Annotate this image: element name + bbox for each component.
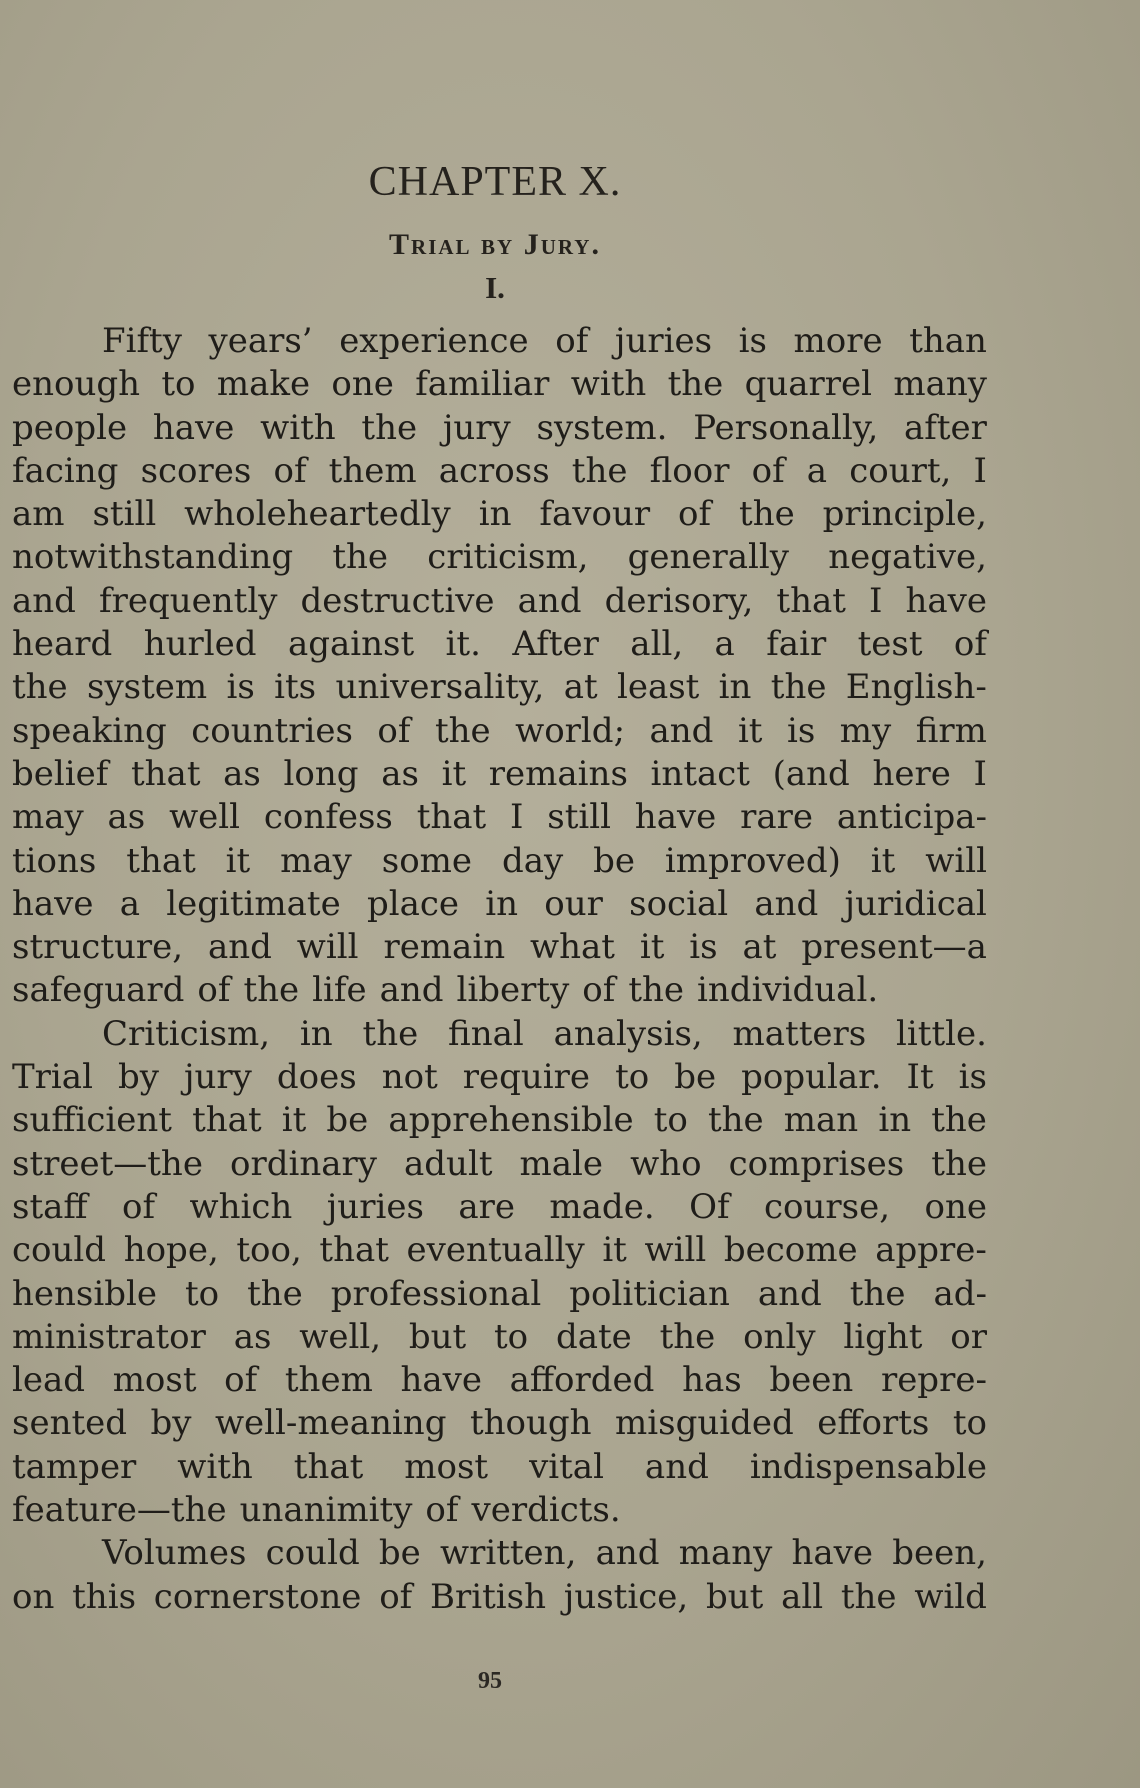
text-line: have a legitimate place in our social and juridical [12,883,987,924]
text-line: Criticism, in the final analysis, matters little. [102,1013,987,1054]
text-line: the system is its universality, at least in the English- [12,667,987,708]
text-line: staff of which juries are made. Of course, one [12,1186,987,1227]
text-line: speaking countries of the world; and it is my firm [12,710,987,751]
text-line: tions that it may some day be improved) it will [12,840,987,881]
text-line: Volumes could be written, and many have been, [102,1533,987,1574]
text-line: ministrator as well, but to date the only light or [12,1316,987,1357]
page-number: 95 [478,1668,502,1694]
text-line: sented by well-meaning though misguided efforts to [12,1403,987,1444]
text-line: enough to make one familiar with the quarrel many [12,364,987,405]
text-line: tamper with that most vital and indispensable [12,1446,987,1487]
body-text [12,320,987,1619]
text-line: belief that as long as it remains intact (and here I [12,753,987,794]
text-line: on this cornerstone of British justice, but all the wild [12,1576,987,1617]
text-line: safeguard of the life and liberty of the individual. [12,970,879,1011]
text-line: Trial by jury does not require to be popular. It is [12,1057,987,1098]
text-line: feature—the unanimity of verdicts. [12,1490,621,1531]
text-line: could hope, too, that eventually it will become appre- [12,1230,987,1271]
text-line: may as well confess that I still have rare anticipa- [12,797,987,838]
text-line: notwithstanding the criticism, generally negative, [12,537,987,578]
section-title: Trial by Jury. [389,228,601,261]
text-line: am still wholeheartedly in favour of the principle, [12,494,987,535]
text-line: lead most of them have afforded has been repre- [12,1360,987,1401]
chapter-title: CHAPTER X. [368,159,622,205]
section-number: I. [485,270,505,305]
text-line: facing scores of them across the floor of a court, I [12,450,987,491]
text-line: structure, and will remain what it is at present—a [12,927,987,968]
text-line: heard hurled against it. After all, a fair test of [12,624,987,665]
text-line: street—the ordinary adult male who comprises the [12,1143,987,1184]
text-line: people have with the jury system. Personally, after [12,407,987,448]
text-line: sufficient that it be apprehensible to the man in the [12,1100,987,1141]
text-line: and frequently destructive and derisory, that I have [12,580,987,621]
text-line: Fifty years’ experience of juries is more than [102,321,987,361]
text-line: hensible to the professional politician and the ad- [12,1273,987,1314]
